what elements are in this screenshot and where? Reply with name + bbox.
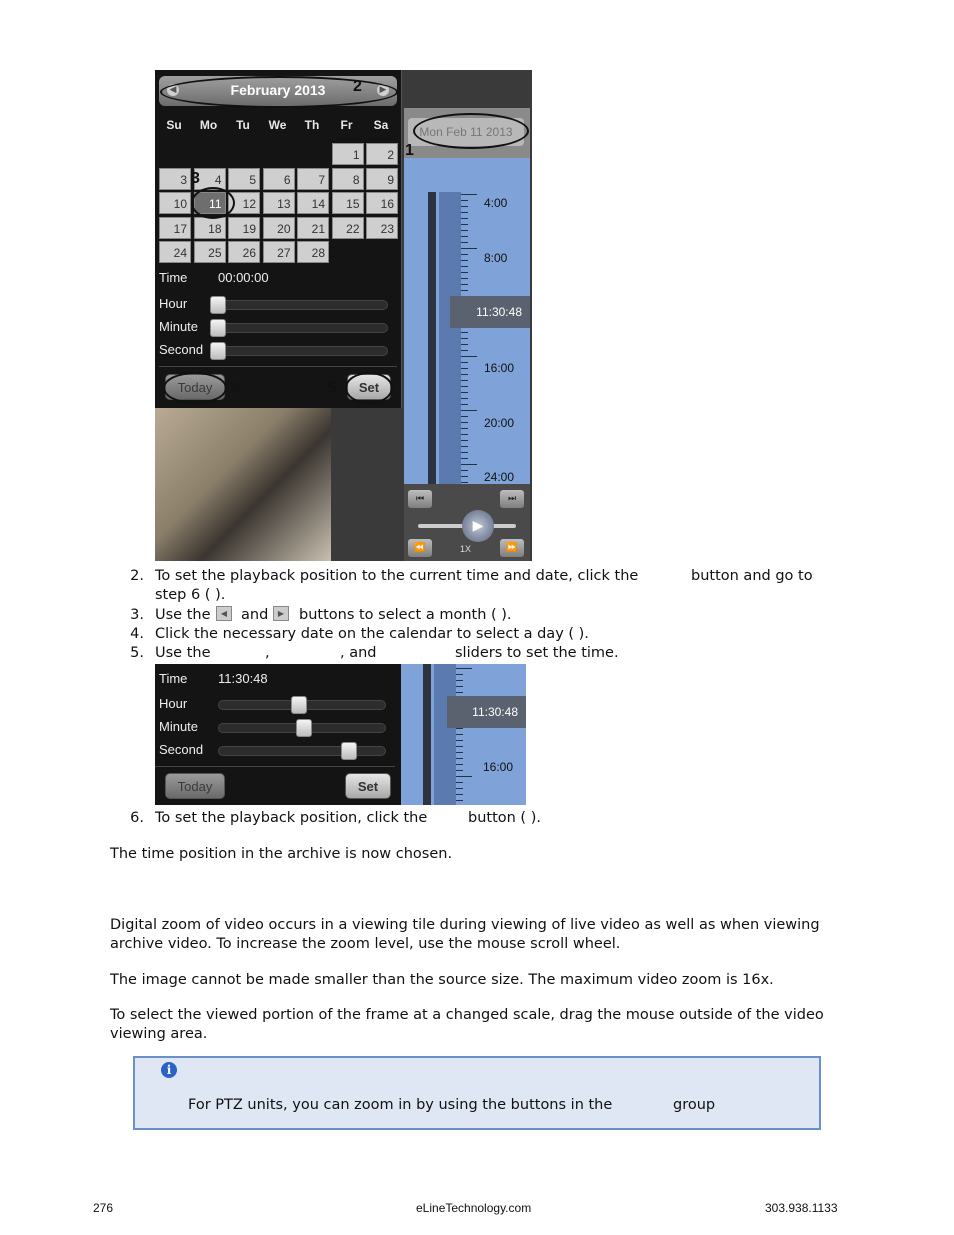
timeline-tick: [461, 482, 468, 483]
timeline-tick: [461, 338, 468, 339]
day-cell[interactable]: 27: [263, 241, 295, 263]
timeline-tick: [461, 260, 468, 261]
slider-track[interactable]: [210, 323, 388, 333]
timeline-tick: [456, 800, 463, 801]
paragraph: To select the viewed portion of the frame at a changed scale, drag the mouse outside of the video: [110, 1007, 824, 1023]
timeline-tick: [461, 464, 477, 465]
step-text: To set the playback position to the current time and date, click the: [155, 568, 639, 584]
step-text: and: [241, 607, 269, 623]
day-cell[interactable]: 25: [194, 241, 226, 263]
step-text: button ( ).: [468, 810, 541, 826]
day-cell[interactable]: 17: [159, 217, 191, 239]
timeline-tick: [461, 254, 468, 255]
timeline-tick: [461, 458, 468, 459]
slider-thumb[interactable]: [210, 319, 226, 337]
timeline-label: 20:00: [484, 416, 515, 430]
day-cell[interactable]: 22: [332, 217, 364, 239]
timeline-tick: [456, 776, 472, 777]
step-text: button and go to: [691, 568, 813, 584]
callout-oval-date: [413, 113, 529, 149]
timeline-tick: [461, 374, 468, 375]
day-cell[interactable]: 7: [297, 168, 329, 190]
timeline-tick: [461, 224, 468, 225]
camera-view: [155, 408, 331, 561]
timeline-tick: [456, 770, 463, 771]
step-text: , and: [340, 645, 377, 661]
speed-label: 1X: [460, 544, 472, 554]
date-display[interactable]: Mon Feb 11 2013: [408, 118, 524, 146]
paragraph: archive video. To increase the zoom level, use the mouse scroll wheel.: [110, 936, 621, 952]
timeline-label: 16:00: [483, 760, 514, 774]
timeline-band: [439, 192, 461, 522]
step-text: Use the: [155, 607, 211, 623]
day-cell[interactable]: 20: [263, 217, 295, 239]
day-cell[interactable]: 3: [159, 168, 191, 190]
weekday-label: Mo: [199, 118, 218, 132]
timeline-label: 4:00: [484, 196, 508, 210]
callout-oval-set: [345, 372, 393, 404]
timeline-tick: [456, 668, 472, 669]
timeline[interactable]: [401, 664, 526, 805]
paragraph: viewing area.: [110, 1026, 208, 1042]
weekday-label: Su: [166, 118, 182, 132]
slider-label: Minute: [159, 719, 199, 734]
divider: [155, 766, 395, 767]
timeline-tick: [461, 368, 468, 369]
timeline-tick: [461, 416, 468, 417]
timeline-tick: [461, 290, 468, 291]
timeline-tick: [461, 362, 468, 363]
step-text: To set the playback position, click the: [155, 810, 428, 826]
callout-oval-today: [163, 372, 227, 404]
timeline-label: 16:00: [484, 361, 515, 375]
timeline-tick: [461, 206, 468, 207]
day-cell[interactable]: 19: [228, 217, 260, 239]
fast-forward-icon[interactable]: ⏩: [500, 539, 524, 557]
time-cursor[interactable]: 11:30:48: [450, 296, 530, 328]
divider: [159, 366, 397, 367]
paragraph: Digital zoom of video occurs in a viewing tile during viewing of live video as well as when viewing: [110, 917, 820, 933]
timeline-tick: [461, 386, 468, 387]
timeline-tick: [461, 212, 468, 213]
timeline-tick: [456, 734, 463, 735]
timeline-label: 8:00: [484, 251, 508, 265]
timeline-tick: [456, 746, 463, 747]
timeline-tick: [456, 674, 463, 675]
timeline-tick: [461, 200, 468, 201]
time-value: 11:30:48: [218, 671, 268, 686]
set-button[interactable]: Set: [347, 374, 391, 400]
day-cell[interactable]: 2: [366, 143, 398, 165]
time-label: Time: [159, 671, 188, 686]
note-box: [133, 1056, 821, 1130]
timeline-tick: [461, 428, 468, 429]
timeline-tick: [456, 764, 463, 765]
timeline-tick: [461, 266, 468, 267]
timeline-tick: [456, 758, 463, 759]
day-cell[interactable]: 1: [332, 143, 364, 165]
timeline-tick: [461, 434, 468, 435]
day-cell-selected[interactable]: 11: [194, 192, 226, 214]
timeline-tick: [461, 446, 468, 447]
timeline-tick: [461, 230, 468, 231]
timeline-tick: [461, 398, 468, 399]
callout-5: 5: [328, 380, 337, 397]
day-cell[interactable]: 12: [228, 192, 260, 214]
slider-thumb[interactable]: [341, 742, 357, 760]
slider-thumb[interactable]: [291, 696, 307, 714]
slider-label: Hour: [159, 296, 188, 311]
time-value: 00:00:00: [218, 270, 269, 285]
step-text: sliders to set the time.: [455, 645, 619, 661]
day-cell[interactable]: 21: [297, 217, 329, 239]
day-cell[interactable]: 13: [263, 192, 295, 214]
day-cell[interactable]: 14: [297, 192, 329, 214]
callout-oval-month: [160, 76, 398, 108]
timeline-tick: [461, 380, 468, 381]
weekday-label: Fr: [340, 118, 353, 132]
page-number: 276: [93, 1201, 114, 1215]
timeline-tick: [461, 422, 468, 423]
timeline-band: [434, 664, 456, 805]
paragraph: The time position in the archive is now chosen.: [110, 846, 453, 862]
step-number: 6.: [130, 810, 144, 826]
note-text: group: [673, 1097, 716, 1113]
timeline-tick: [456, 740, 463, 741]
timeline[interactable]: [404, 108, 530, 484]
callout-2: 2: [353, 78, 362, 95]
info-icon: i: [161, 1062, 177, 1078]
footer-phone: 303.938.1133: [765, 1201, 838, 1215]
step-text: Click the necessary date on the calendar to select a day ( ).: [155, 626, 589, 642]
callout-4: 4: [231, 380, 240, 397]
slider-label: Second: [159, 342, 204, 357]
timeline-tick: [461, 218, 468, 219]
callout-1: 1: [405, 142, 414, 159]
callout-3: 3: [191, 170, 200, 187]
timeline-tick: [456, 680, 463, 681]
timeline-tick: [461, 392, 468, 393]
weekday-label: Tu: [236, 118, 250, 132]
note-text: For PTZ units, you can zoom in by using the buttons in the: [188, 1097, 613, 1113]
slider-thumb[interactable]: [210, 296, 226, 314]
timeline-tick: [461, 404, 468, 405]
next-month-icon: ▶: [273, 606, 289, 621]
timeline-tick: [461, 332, 468, 333]
timeline-tick: [456, 788, 463, 789]
timeline-rail: [428, 192, 436, 522]
timeline-tick: [461, 278, 468, 279]
timeline-tick: [461, 476, 468, 477]
skip-end-icon[interactable]: ⏭: [500, 490, 524, 508]
day-cell[interactable]: 9: [366, 168, 398, 190]
slider-label: Hour: [159, 696, 188, 711]
day-cell[interactable]: 10: [159, 192, 191, 214]
weekday-label: Th: [304, 118, 320, 132]
day-cell[interactable]: 15: [332, 192, 364, 214]
timeline-tick: [461, 248, 477, 249]
prev-month-icon: ◀: [216, 606, 232, 621]
step-number: 2.: [130, 568, 144, 584]
timeline-tick: [461, 236, 468, 237]
timeline-tick: [461, 470, 468, 471]
day-cell[interactable]: 5: [228, 168, 260, 190]
step-number: 4.: [130, 626, 144, 642]
rewind-icon[interactable]: ⏪: [408, 539, 432, 557]
month-title: February 2013: [230, 82, 326, 98]
day-cell[interactable]: 24: [159, 241, 191, 263]
footer-site: eLineTechnology.com: [416, 1201, 532, 1215]
slider-thumb[interactable]: [210, 342, 226, 360]
prev-month-icon[interactable]: ◀: [167, 84, 179, 96]
day-cell[interactable]: 26: [228, 241, 260, 263]
step-text: ,: [265, 645, 270, 661]
skip-start-icon[interactable]: ⏮: [408, 490, 432, 508]
timeline-tick: [461, 344, 468, 345]
set-button[interactable]: Set: [345, 773, 391, 799]
timeline-tick: [461, 356, 477, 357]
timeline-tick: [461, 452, 468, 453]
step-number: 5.: [130, 645, 144, 661]
play-icon[interactable]: ▶: [462, 510, 494, 542]
timeline-tick: [461, 440, 468, 441]
timeline-tick: [461, 410, 477, 411]
timeline-tick: [461, 194, 477, 195]
calendar-screenshot: [155, 70, 532, 561]
today-button[interactable]: Today: [165, 374, 225, 400]
day-cell[interactable]: 4: [194, 168, 226, 190]
time-cursor[interactable]: 11:30:48: [447, 696, 526, 728]
paragraph: The image cannot be made smaller than the source size. The maximum video zoom is 16x.: [110, 972, 774, 988]
slider-track[interactable]: [218, 746, 386, 756]
slider-thumb[interactable]: [296, 719, 312, 737]
step-text: Use the: [155, 645, 211, 661]
timeline-tick: [461, 284, 468, 285]
today-button[interactable]: Today: [165, 773, 225, 799]
timeline-tick: [461, 350, 468, 351]
slider-track[interactable]: [210, 300, 388, 310]
timeline-tick: [456, 782, 463, 783]
time-label: Time: [159, 270, 188, 285]
timeline-tick: [456, 794, 463, 795]
step-text: step 6 ( ).: [155, 587, 226, 603]
timeline-tick: [456, 692, 463, 693]
day-cell[interactable]: 8: [332, 168, 364, 190]
timeline-rail: [423, 664, 431, 805]
step-text: buttons to select a month ( ).: [299, 607, 512, 623]
next-month-icon[interactable]: ▶: [377, 84, 389, 96]
timeline-tick: [456, 728, 463, 729]
day-cell[interactable]: 18: [194, 217, 226, 239]
callout-oval-day: [191, 187, 235, 219]
day-cell[interactable]: 28: [297, 241, 329, 263]
step-number: 3.: [130, 607, 144, 623]
day-cell[interactable]: 16: [366, 192, 398, 214]
time-sliders-screenshot: [155, 664, 526, 805]
weekday-label: Sa: [373, 118, 389, 132]
day-cell[interactable]: 6: [263, 168, 295, 190]
timeline-tick: [461, 242, 468, 243]
timeline-tick: [456, 752, 463, 753]
slider-label: Minute: [159, 319, 199, 334]
slider-label: Second: [159, 742, 204, 757]
playback-controls: [404, 484, 530, 561]
timeline-tick: [456, 686, 463, 687]
timeline-tick: [461, 272, 468, 273]
timeline-label: 24:00: [484, 470, 515, 484]
slider-track[interactable]: [210, 346, 388, 356]
day-cell[interactable]: 23: [366, 217, 398, 239]
weekday-label: We: [268, 118, 287, 132]
calendar-panel: [155, 70, 402, 408]
